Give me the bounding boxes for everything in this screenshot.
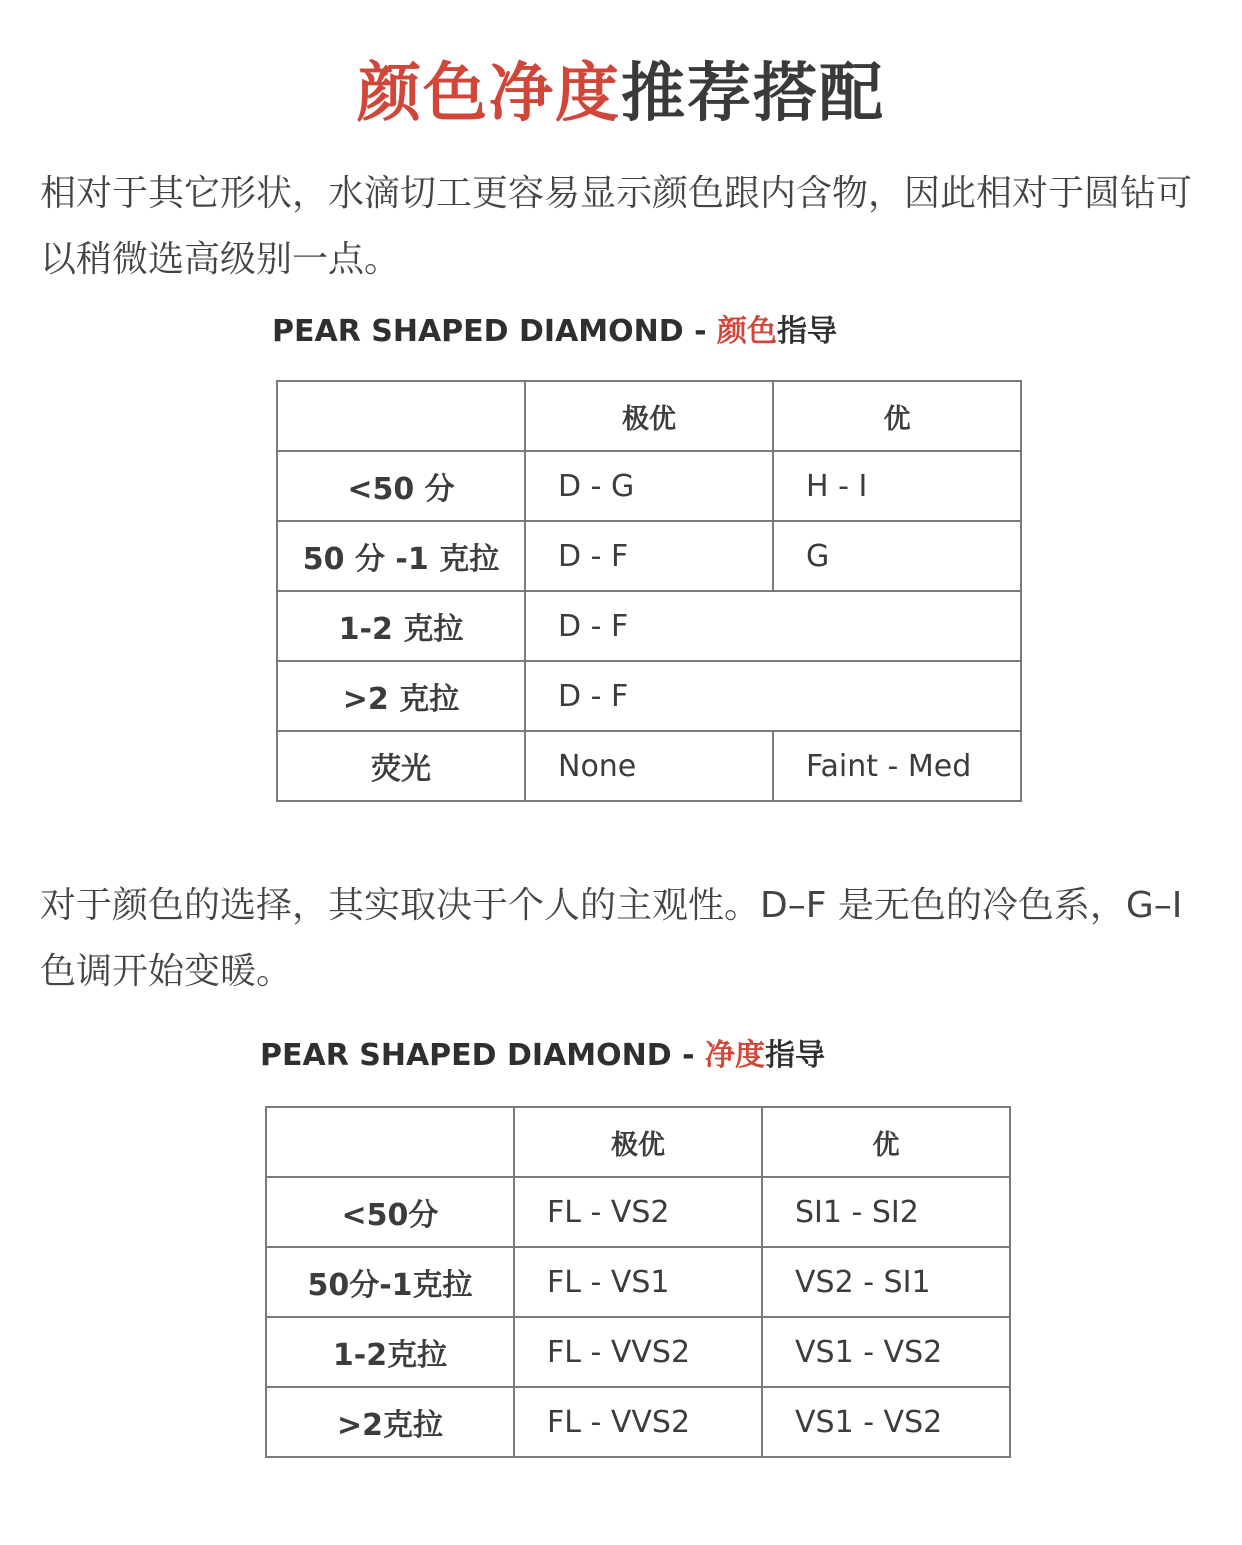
good-value: G <box>773 521 1021 591</box>
row-label: 荧光 <box>277 731 525 801</box>
header-cell-excellent: 极优 <box>514 1107 762 1177</box>
table-header-row <box>266 1107 1010 1177</box>
good-value: Faint - Med <box>773 731 1021 801</box>
color-table-title-accent: 颜色 <box>717 314 777 349</box>
excellent-value: FL - VS2 <box>514 1177 762 1247</box>
table-row <box>266 1317 1010 1387</box>
row-label: <50 分 <box>277 451 525 521</box>
intro-paragraph: 相对于其它形状，水滴切工更容易显示颜色跟内含物，因此相对于圆钻可以稍微选高级别一点。 <box>40 173 1193 280</box>
good-value: H - I <box>773 451 1021 521</box>
table-row <box>266 1387 1010 1457</box>
header-cell-empty <box>277 381 525 451</box>
table-row <box>266 1177 1010 1247</box>
good-value: VS2 - SI1 <box>762 1247 1010 1317</box>
row-label: 50 分 -1 克拉 <box>277 521 525 591</box>
page-title-rest: 推荐搭配 <box>621 57 885 131</box>
row-label: <50分 <box>266 1177 514 1247</box>
page-title <box>0 52 1242 136</box>
header-cell-excellent: 极优 <box>525 381 773 451</box>
header-cell-good: 优 <box>773 381 1021 451</box>
color-guide-table <box>276 380 1022 802</box>
clarity-table-title-accent: 净度 <box>705 1038 765 1073</box>
header-cell-empty <box>266 1107 514 1177</box>
table-row <box>277 521 1021 591</box>
row-label: 1-2克拉 <box>266 1317 514 1387</box>
excellent-value: FL - VVS2 <box>514 1387 762 1457</box>
color-table-title-suffix: 指导 <box>777 314 837 349</box>
table-row <box>277 451 1021 521</box>
row-label: 50分-1克拉 <box>266 1247 514 1317</box>
table-row <box>277 731 1021 801</box>
table-row <box>277 661 1021 731</box>
header-cell-good: 优 <box>762 1107 1010 1177</box>
table-row <box>277 591 1021 661</box>
excellent-value: D - F <box>525 521 773 591</box>
row-label: >2 克拉 <box>277 661 525 731</box>
merged-value: D - F <box>525 591 1021 661</box>
good-value: SI1 - SI2 <box>762 1177 1010 1247</box>
clarity-table-title <box>260 1036 825 1076</box>
color-note-paragraph: 对于颜色的选择，其实取决于个人的主观性。D–F 是无色的冷色系，G–I 色调开始变暖。 <box>40 885 1183 992</box>
table-header-row <box>277 381 1021 451</box>
page-title-accent: 颜色净度 <box>357 57 621 131</box>
row-label: 1-2 克拉 <box>277 591 525 661</box>
row-label: >2克拉 <box>266 1387 514 1457</box>
clarity-guide-table <box>265 1106 1011 1458</box>
clarity-table-title-prefix: PEAR SHAPED DIAMOND - <box>260 1038 705 1073</box>
color-table-title <box>272 312 837 352</box>
excellent-value: FL - VS1 <box>514 1247 762 1317</box>
table-row <box>266 1247 1010 1317</box>
excellent-value: FL - VVS2 <box>514 1317 762 1387</box>
good-value: VS1 - VS2 <box>762 1317 1010 1387</box>
merged-value: D - F <box>525 661 1021 731</box>
excellent-value: D - G <box>525 451 773 521</box>
excellent-value: None <box>525 731 773 801</box>
color-table-title-prefix: PEAR SHAPED DIAMOND - <box>272 314 717 349</box>
good-value: VS1 - VS2 <box>762 1387 1010 1457</box>
clarity-table-title-suffix: 指导 <box>765 1038 825 1073</box>
